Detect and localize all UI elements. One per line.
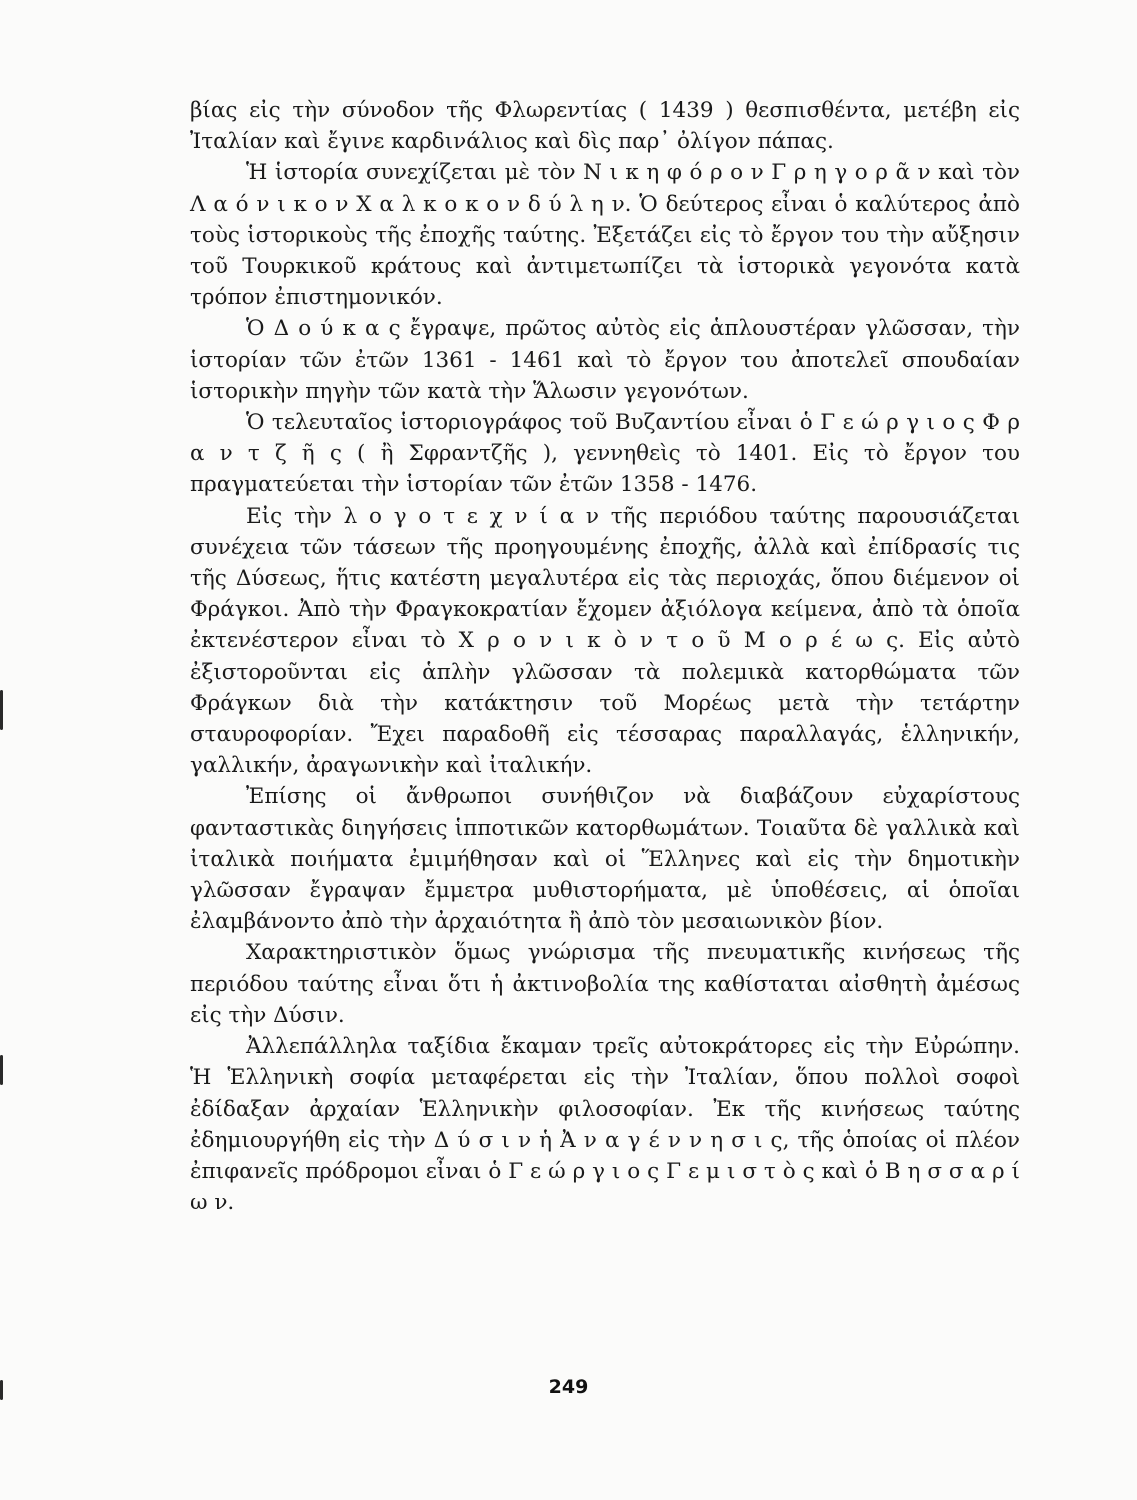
paragraph: Εἰς τὴν λ ο γ ο τ ε χ ν ί α ν τῆς περιόδου ταύτης παρουσιάζεται συνέχεια τῶν τάσεων τῆς προηγουμένης ἐποχῆς, ἀλλὰ καὶ ἐπίδρασίς τις τῆς Δύσεως, ἥτις κατέστη μεγαλυτέρα εἰς τὰς περιοχάς, ὅπου διέμενον οἱ Φράγκοι. Ἀπὸ τὴν Φραγκοκρατίαν ἔχομεν ἀξιόλογα κείμενα, ἀπὸ τὰ ὁποῖα ἐκτενέστερον εἶναι τὸ Χ ρ ο ν ι κ ὸ ν τ ο ῦ Μ ο ρ έ ω ς. Εἰς αὐτὸ ἐξιστοροῦνται εἰς ἁπλὴν γλῶσσαν τὰ πολεμικὰ κατορθώματα τῶν Φράγκων διὰ τὴν κατάκτησιν τοῦ Μορέως μετὰ τὴν τετάρτην σταυροφορίαν. Ἔχει παραδοθῆ εἰς τέσσαρας παραλλαγάς, ἑλληνικήν, γαλλικήν, ἀραγωνικὴν καὶ ἰταλικήν.: [190, 503, 1020, 779]
paragraph: Ὁ τελευταῖος ἱστοριογράφος τοῦ Βυζαντίου εἶναι ὁ Γ ε ώ ρ γ ι ο ς Φ ρ α ν τ ζ ῆ ς ( ἢ Σφραντζῆς ), γεννηθεὶς τὸ 1401. Εἰς τὸ ἔργον του πραγματεύεται τὴν ἱστορίαν τῶν ἐτῶν 1358 - 1476.: [190, 410, 1020, 498]
paragraph: Ἀλλεπάλληλα ταξίδια ἔκαμαν τρεῖς αὐτοκράτορες εἰς τὴν Εὐρώπην. Ἡ Ἑλληνικὴ σοφία μεταφέρεται εἰς τὴν Ἰταλίαν, ὅπου πολλοὶ σοφοὶ ἐδίδαξαν ἀρχαίαν Ἑλληνικὴν φιλοσοφίαν. Ἐκ τῆς κινήσεως ταύτης ἐδημιουργήθη εἰς τὴν Δ ύ σ ι ν ἡ Ἀ ν α γ έ ν ν η σ ι ς, τῆς ὁποίας οἱ πλέον ἐπιφανεῖς πρόδρομοι εἶναι ὁ Γ ε ώ ρ γ ι ο ς Γ ε μ ι σ τ ὸ ς καὶ ὁ Β η σ σ α ρ ί ω ν.: [190, 1034, 1020, 1216]
body-text: [190, 95, 1020, 1218]
paragraph: Ἐπίσης οἱ ἄνθρωποι συνήθιζον νὰ διαβάζουν εὐχαρίστους φανταστικὰς διηγήσεις ἱπποτικῶν κατορθωμάτων. Τοιαῦτα δὲ γαλλικὰ καὶ ἰταλικὰ ποιήματα ἐμιμήθησαν καὶ οἱ Ἕλληνες καὶ εἰς τὴν δημοτικὴν γλῶσσαν ἔγραψαν ἔμμετρα μυθιστορήματα, μὲ ὑποθέσεις, αἱ ὁποῖαι ἐλαμβάνοντο ἀπὸ τὴν ἀρχαιότητα ἢ ἀπὸ τὸν μεσαιωνικὸν βίον.: [190, 784, 1020, 935]
paragraph: Χαρακτηριστικὸν ὅμως γνώρισμα τῆς πνευματικῆς κινήσεως τῆς περιόδου ταύτης εἶναι ὅτι ἡ ἀκτινοβολία της καθίσταται αἰσθητὴ ἀμέσως εἰς τὴν Δύσιν.: [190, 940, 1020, 1028]
paragraph: Ὁ Δ ο ύ κ α ς ἔγραψε, πρῶτος αὐτὸς εἰς ἁπλουστέραν γλῶσσαν, τὴν ἱστορίαν τῶν ἐτῶν 1361 - 1461 καὶ τὸ ἔργον του ἀποτελεῖ σπουδαίαν ἱστορικὴν πηγὴν τῶν κατὰ τὴν Ἅλωσιν γεγονότων.: [190, 316, 1020, 404]
scan-edge-mark: [0, 1055, 3, 1085]
paragraph: βίας εἰς τὴν σύνοδον τῆς Φλωρεντίας ( 1439 ) θεσπισθέντα, μετέβη εἰς Ἰταλίαν καὶ ἔγινε καρδινάλιος καὶ δὶς παρ᾽ ὀλίγον πάπας.: [190, 98, 1020, 155]
scan-edge-mark: [0, 1380, 3, 1400]
scan-edge-mark: [0, 690, 3, 730]
paragraph: Ἡ ἱστορία συνεχίζεται μὲ τὸν Ν ι κ η φ ό ρ ο ν Γ ρ η γ ο ρ ᾶ ν καὶ τὸν Λ α ό ν ι κ ο ν Χ α λ κ ο κ ο ν δ ύ λ η ν. Ὁ δεύτερος εἶναι ὁ καλύτερος ἀπὸ τοὺς ἱστορικοὺς τῆς ἐποχῆς ταύτης. Ἐξετάζει εἰς τὸ ἔργον του τὴν αὔξησιν τοῦ Τουρκικοῦ κράτους καὶ ἀντιμετωπίζει τὰ ἱστορικὰ γεγονότα κατὰ τρόπον ἐπιστημονικόν.: [190, 160, 1020, 311]
page-number: 249: [548, 1376, 589, 1398]
